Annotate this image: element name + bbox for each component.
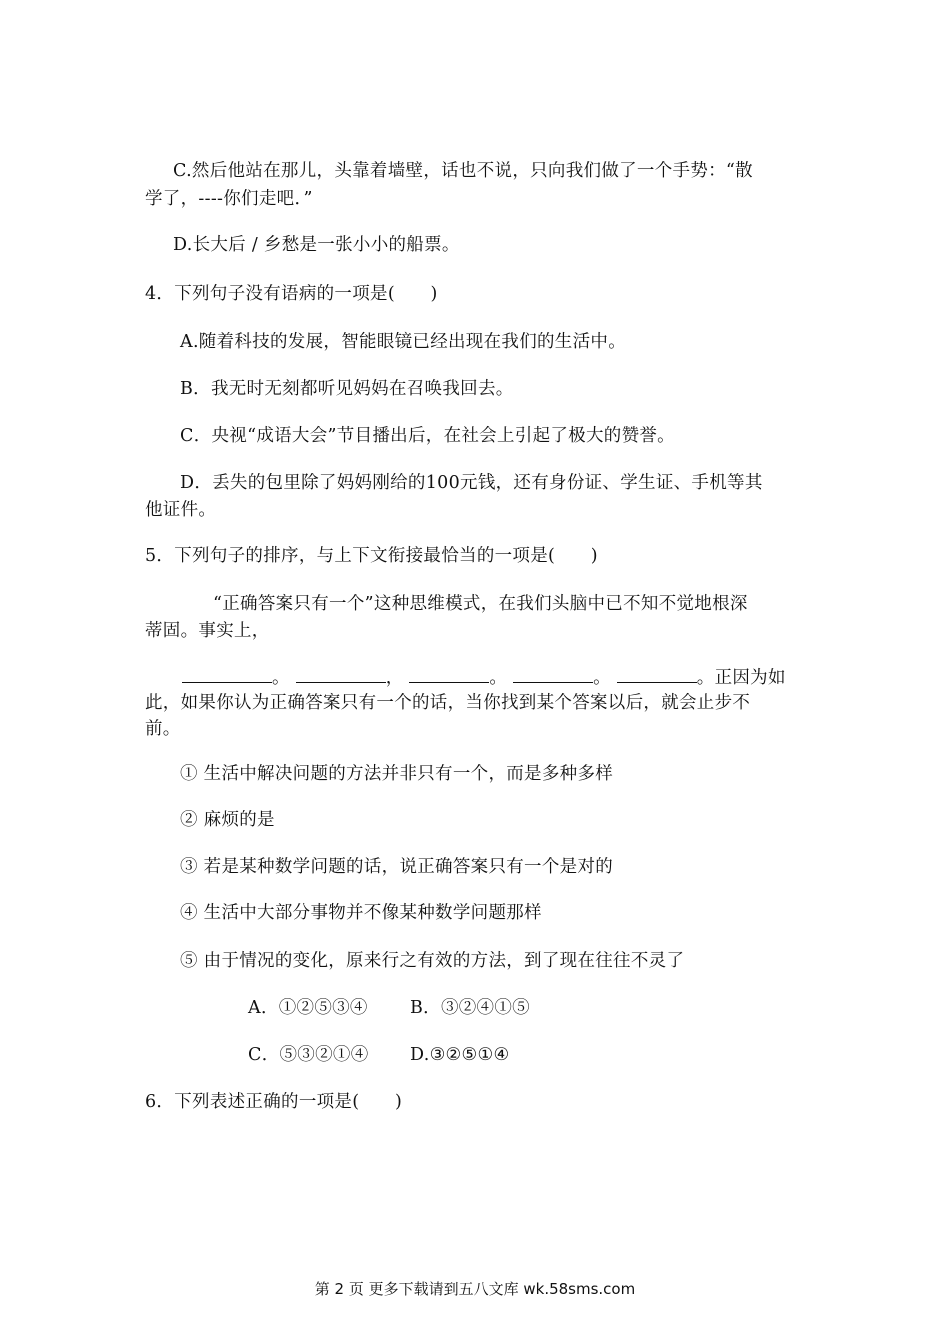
q5-item-2: ② 麻烦的是 — [180, 810, 275, 830]
q5-item-4: ④ 生活中大部分事物并不像某种数学问题那样 — [180, 903, 542, 923]
q5-passage-line2: 蒂固。事实上， — [145, 621, 270, 641]
q5-passage-line4: 此，如果你认为正确答案只有一个的话，当你找到某个答案以后，就会止步不 — [145, 693, 751, 713]
q4-option-a: A.随着科技的发展，智能眼镜已经出现在我们的生活中。 — [180, 332, 626, 352]
q5-item-3: ③ 若是某种数学问题的话，说正确答案只有一个是对的 — [180, 857, 614, 877]
blank-separator: 。 — [593, 668, 611, 688]
q3-option-c-line2: 学了，----你们走吧．” — [145, 189, 313, 209]
q5-option-b: B．③②④①⑤ — [410, 998, 530, 1018]
q6-stem: 6．下列表述正确的一项是( ) — [145, 1092, 403, 1112]
answer-blank-4[interactable] — [513, 664, 593, 683]
blank-separator: 。 — [489, 668, 508, 688]
q5-stem: 5．下列句子的排序，与上下文衔接最恰当的一项是( ) — [145, 546, 598, 566]
blank-separator: ， — [385, 668, 404, 688]
q5-item-1: ① 生活中解决问题的方法并非只有一个，而是多种多样 — [180, 764, 614, 784]
q4-option-b: B．我无时无刻都听见妈妈在召唤我回去。 — [180, 379, 514, 399]
answer-blank-1[interactable] — [182, 664, 272, 683]
q5-item-5: ⑤ 由于情况的变化，原来行之有效的方法，到了现在往往不灵了 — [180, 951, 685, 971]
q4-option-d-line1: D．丢失的包里除了妈妈刚给的100元钱，还有身份证、学生证、手机等其 — [180, 473, 763, 493]
q4-option-d-line2: 他证件。 — [145, 500, 217, 520]
blank-separator: 。 — [696, 668, 715, 688]
q3-option-d: D.长大后 / 乡愁是一张小小的船票。 — [173, 235, 460, 255]
q5-passage-line1: “正确答案只有一个”这种思维模式，在我们头脑中已不知不觉地根深 — [213, 594, 748, 614]
q5-option-a: A．①②⑤③④ — [248, 998, 368, 1018]
answer-blank-3[interactable] — [409, 664, 489, 683]
q4-stem: 4．下列句子没有语病的一项是( ) — [145, 284, 438, 304]
q3-option-c-line1: C.然后他站在那儿，头靠着墙壁，话也不说，只向我们做了一个手势：“散 — [173, 161, 753, 181]
blank-separator: 。 — [272, 668, 290, 688]
page-footer: 第 2 页 更多下载请到五八文库 wk.58sms.com — [314, 1280, 636, 1298]
q5-option-c: C．⑤③②①④ — [248, 1045, 369, 1065]
answer-blank-5[interactable] — [617, 664, 697, 683]
q4-option-c: C．央视“成语大会”节目播出后，在社会上引起了极大的赞誉。 — [180, 426, 675, 446]
q5-passage-line3-tail: 正因为如 — [714, 668, 786, 688]
q5-fill-blank-line — [182, 664, 786, 691]
q5-option-d: D.③②⑤①④ — [410, 1045, 510, 1065]
q5-passage-line5: 前。 — [145, 719, 181, 739]
answer-blank-2[interactable] — [296, 664, 386, 683]
